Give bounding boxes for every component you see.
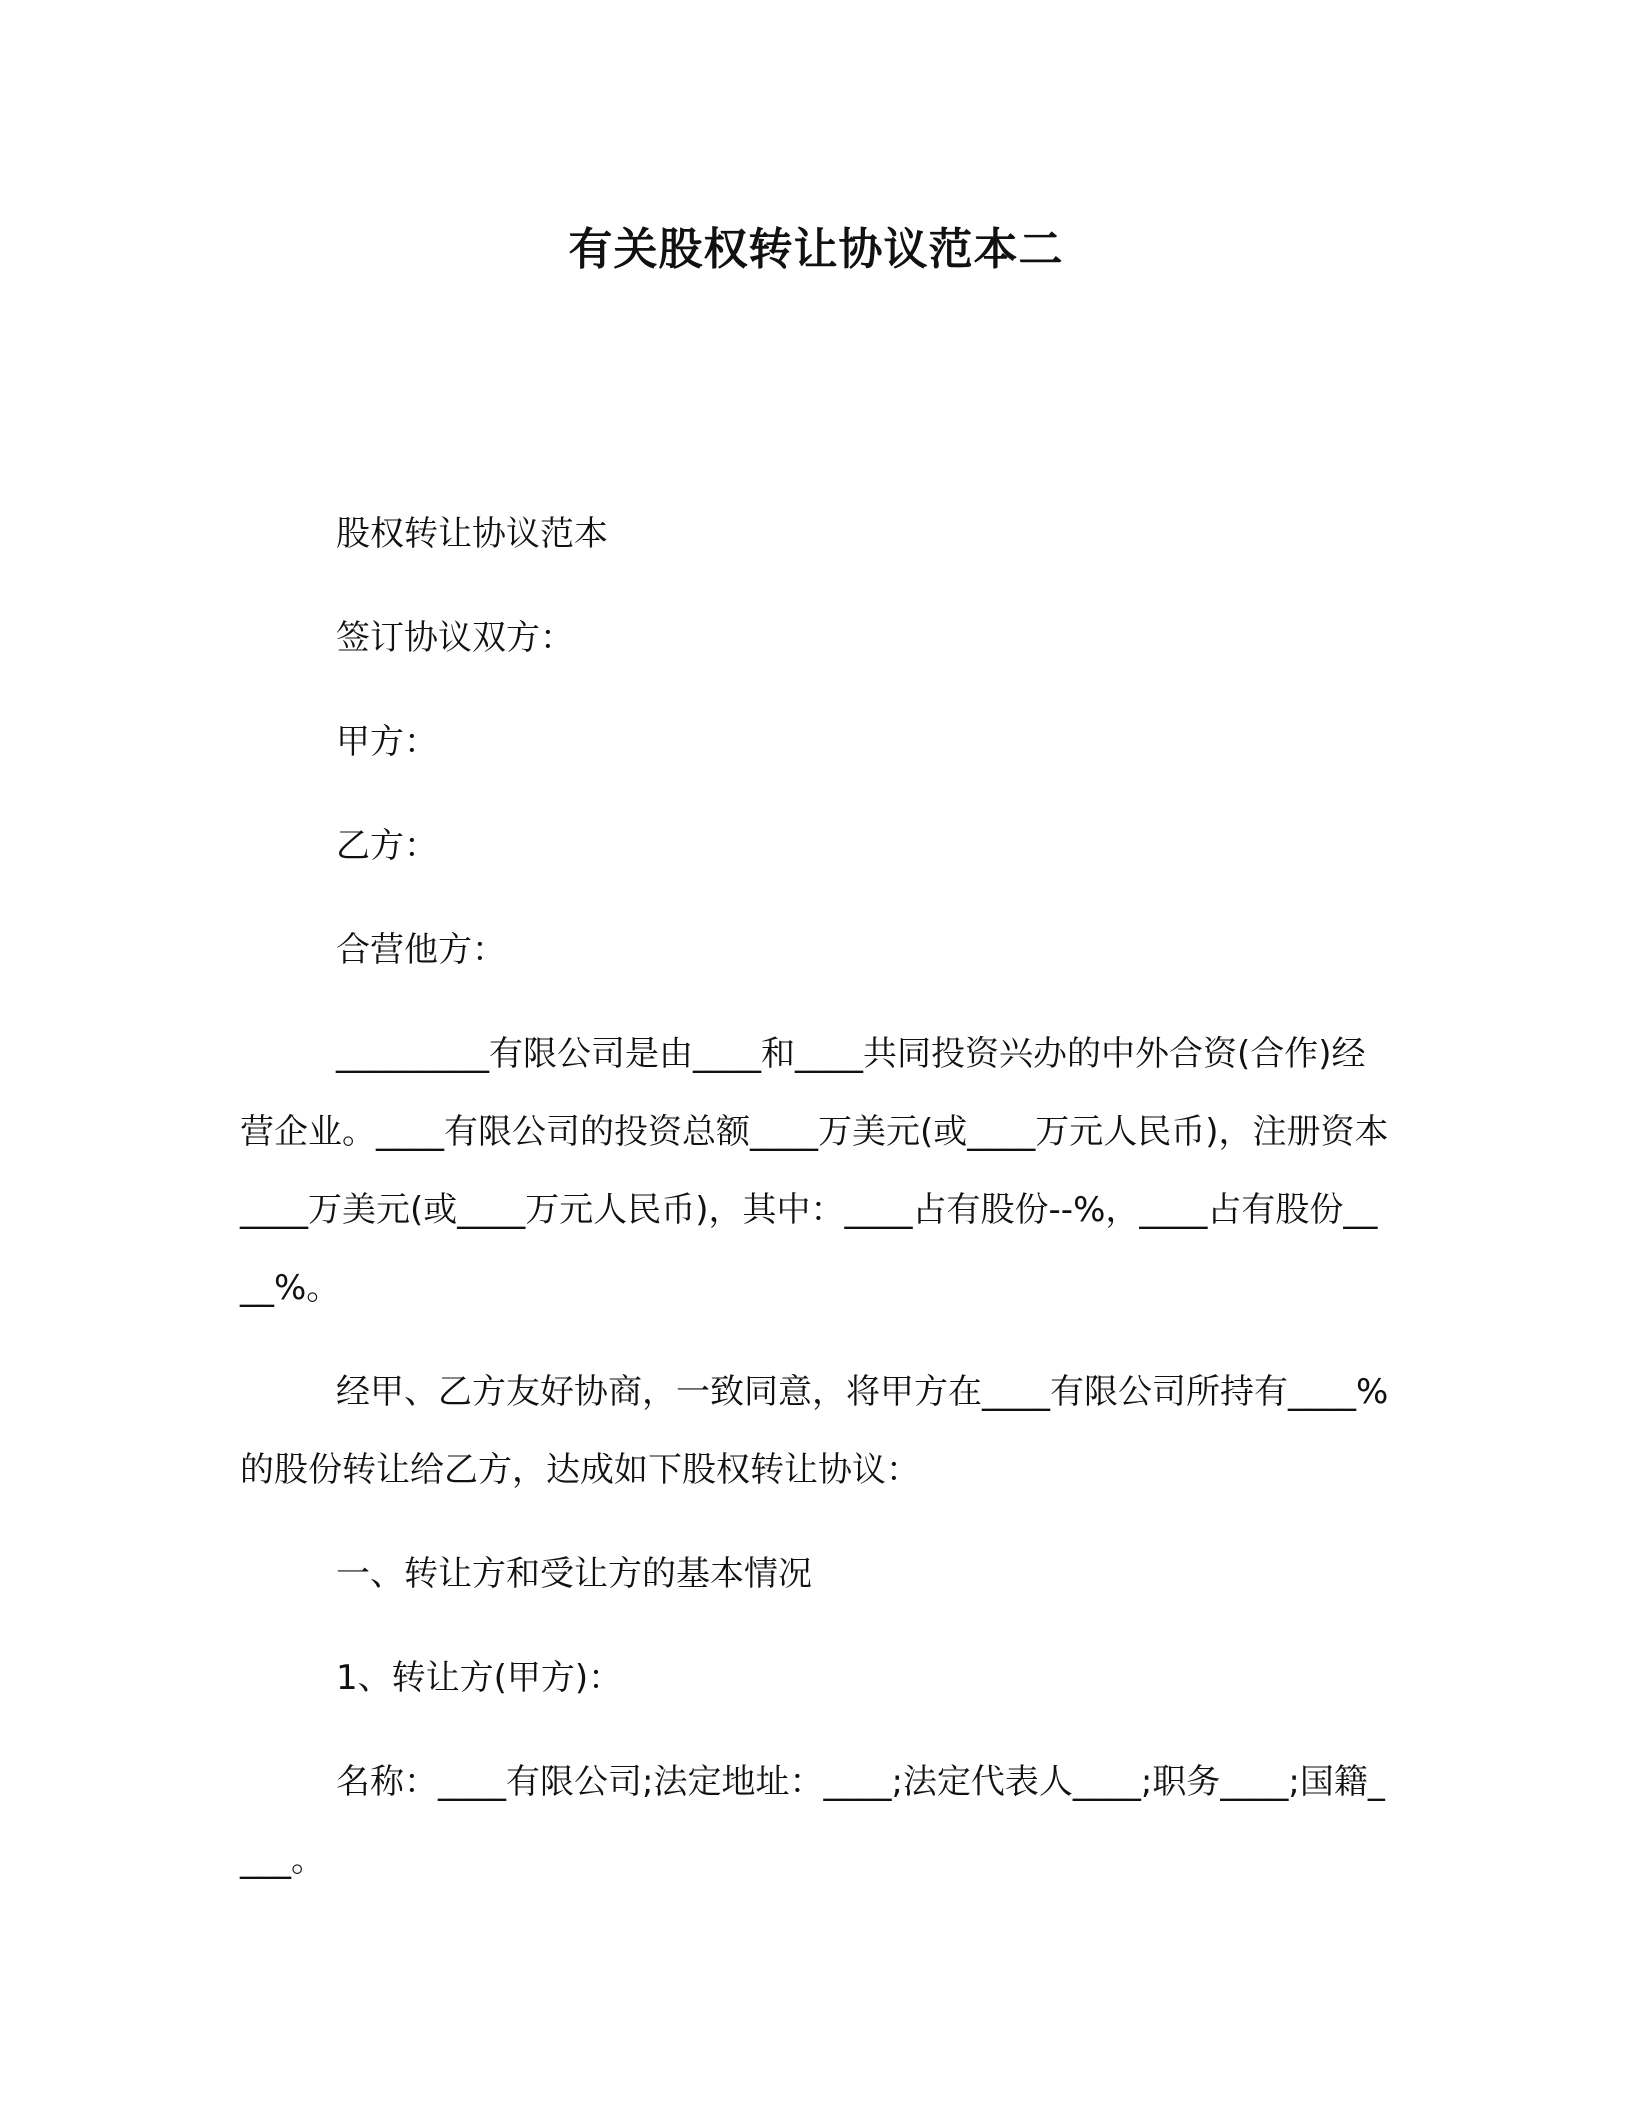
subsection-transferor: 1、转让方(甲方)：: [336, 1658, 623, 1698]
section-heading-basic-info: 一、转让方和受让方的基本情况: [336, 1554, 812, 1594]
paragraph-transferor-details: 名称：____有限公司;法定地址：____;法定代表人____;职务____;国籍____。: [240, 1762, 1385, 1880]
paragraph-other-venture-party: 合营他方：: [336, 930, 506, 970]
paragraph-signing-parties: 签订协议双方：: [336, 618, 574, 658]
document-body: [240, 495, 1392, 1899]
paragraph-party-a: 甲方：: [336, 722, 438, 762]
paragraph-transfer-consent: 经甲、乙方友好协商，一致同意，将甲方在____有限公司所持有____%的股份转让给乙方，达成如下股权转让协议：: [240, 1372, 1389, 1490]
document-title: 有关股权转让协议范本二: [568, 224, 1064, 275]
paragraph-company-background: _________有限公司是由____和____共同投资兴办的中外合资(合作)经营企业。____有限公司的投资总额____万美元(或____万元人民币)，注册资本____万美元(或____万元人民币)，其中：____占有股份--%，____占有股份____%。: [240, 1034, 1389, 1308]
paragraph-party-b: 乙方：: [336, 826, 438, 866]
paragraph-agreement-template: 股权转让协议范本: [336, 514, 608, 554]
